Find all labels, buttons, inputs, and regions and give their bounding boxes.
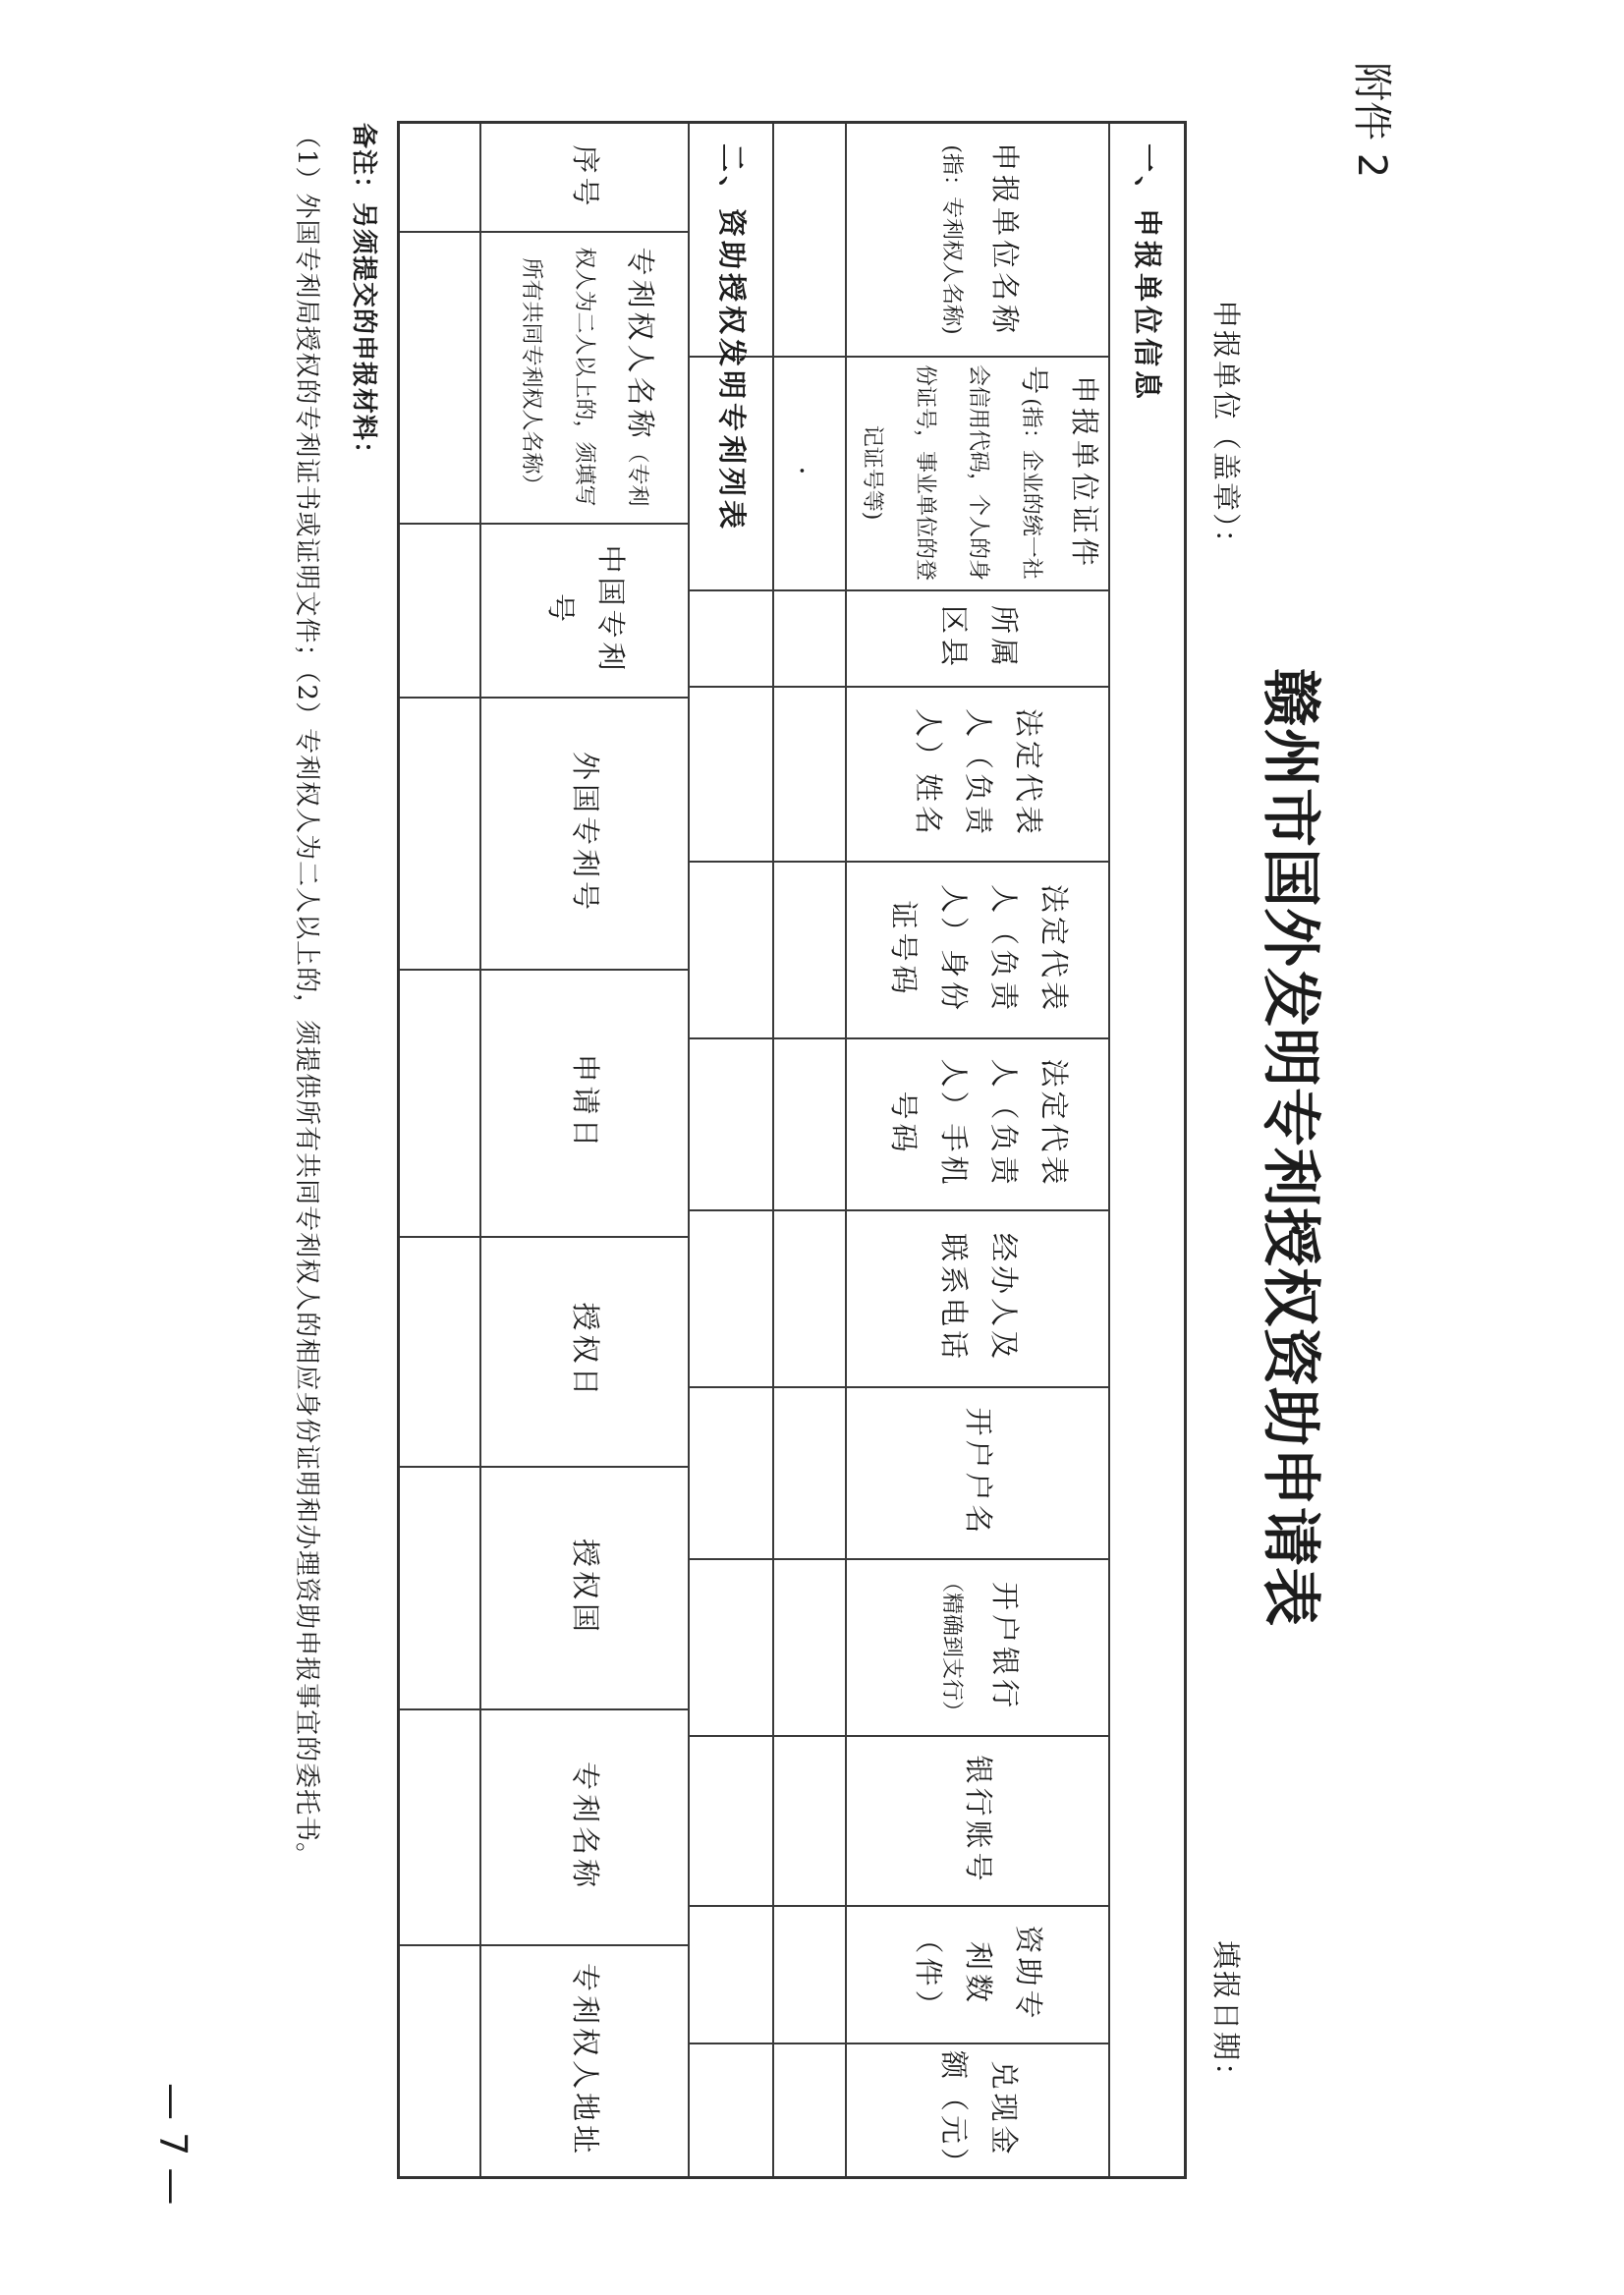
applicant-seal-label: 申报单位（盖章）： [1209,300,1243,560]
header-account-name: 开户户名 [962,1407,996,1538]
header-grant-country: 授权国 [569,1538,603,1636]
header-applicant-id-note: (指：企业的统一社会信用代码，个人的身份证号，事业单位的登记证号等) [860,364,1044,581]
header-legal-rep-name: 法定代表人（负责人）姓名 [912,707,1046,838]
header-bank [847,1558,1110,1735]
fill-date-label: 填报日期： [1209,1940,1243,2094]
header-bank-account: 银行账号 [962,1755,996,1885]
header-cn-patent-no: 中国专利号 [544,544,628,675]
data-row-mark: . [794,466,828,479]
header-amount: 兑现金额（元） [937,2050,1021,2181]
header-handler-phone: 经办人及联系电话 [937,1232,1021,1363]
form-title: 赣州市国外发明专利授权资助申请表 [1256,668,1324,1627]
header-foreign-patent-no: 外国专利号 [569,751,603,914]
header-patent-title: 专利名称 [569,1761,603,1891]
header-legal-rep-id: 法定代表人（负责人）身份证号码 [887,883,1071,1014]
header-applicant-id-main: 申报单位证件号 [1018,365,1102,570]
application-table [397,121,1187,2179]
header-bank-main: 开户银行 [988,1581,1023,1711]
page-number: — 7 — [151,2083,195,2206]
header-bank-note: （精确到支行） [939,1570,965,1722]
header-serial-no: 序号 [569,144,603,210]
section2-heading: 二、资助授权发明专利列表 [715,143,750,533]
header-applicant-name [847,124,1110,356]
notes-line1: （1）外国专利局授权的专利证书或证明文件；（2）专利权人为二人以上的，须提供所有共同专利权人的相应身份证明和办理资助申报事宜的委托书。 [292,123,321,1870]
header-patent-count: 资助专利数（件） [912,1925,1046,2023]
header-applicant-name-main: 申报单位名称 [988,141,1023,337]
header-applicant-name-note: (指：专利权人名称) [939,144,965,335]
section1-heading: 一、申报单位信息 [1131,143,1164,404]
attachment-label: 附件 2 [1349,62,1394,179]
header-patentee-name-main: 专利权人名称 [624,247,657,442]
header-application-date: 申请日 [569,1053,603,1151]
header-patentee-name [481,231,690,523]
header-patentee-address: 专利权人地址 [569,1962,603,2157]
header-district: 所属区县 [937,604,1021,670]
header-applicant-id [847,356,1110,589]
header-patentee-name-note: （专利权人为二人以上的，须填写所有共同专利权人名称） [519,247,649,507]
header-grant-date: 授权日 [569,1302,603,1400]
notes-heading: 备注：另须提交的申报材料： [349,123,378,469]
header-legal-rep-phone: 法定代表人（负责人）手机号码 [887,1058,1071,1189]
